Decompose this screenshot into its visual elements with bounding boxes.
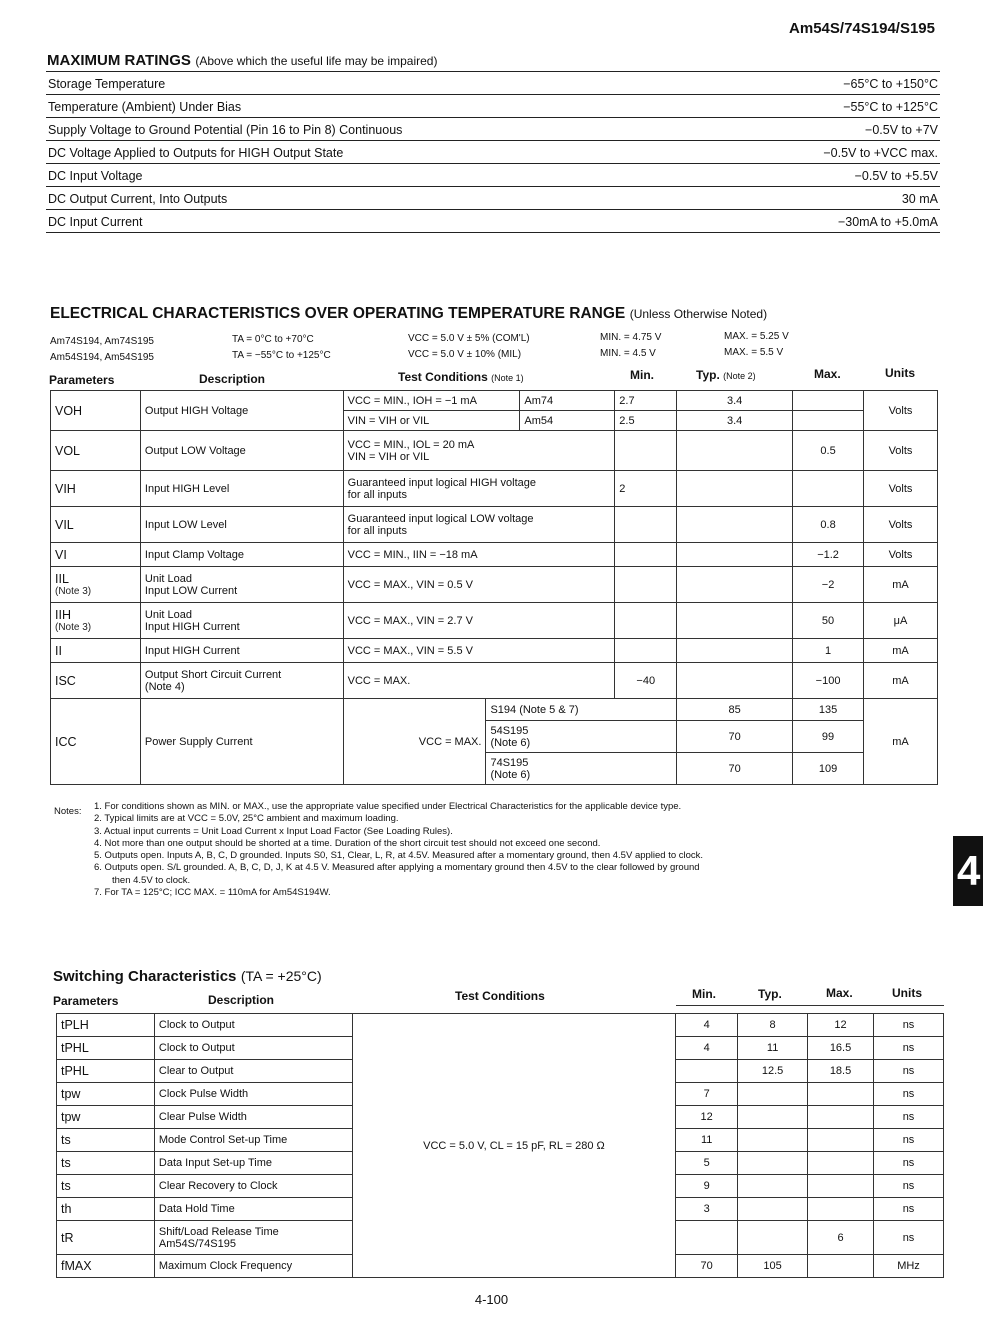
vih-desc: Input HIGH Level <box>140 471 343 507</box>
rating-row <box>46 164 940 187</box>
iih-desc2: Input HIGH Current <box>144 620 240 633</box>
part-number-header: Am54S/74S194/S195 <box>789 20 935 37</box>
isc-max: −100 <box>793 663 864 699</box>
iil-desc2: Input LOW Current <box>144 584 238 597</box>
vil-symbol: VIL <box>51 507 141 543</box>
icc-dev-2 <box>486 721 677 753</box>
iil-units: mA <box>864 567 938 603</box>
iih-typ <box>677 603 793 639</box>
ec-col-typ-label: Typ. <box>696 368 720 382</box>
sw-min: 11 <box>676 1129 738 1152</box>
isc-desc2: (Note 4) <box>144 680 185 693</box>
sw-desc-line1: Clock to Output <box>158 1042 235 1054</box>
sw-min: 70 <box>676 1255 738 1278</box>
sw-units: ns <box>874 1037 944 1060</box>
vol-max: 0.5 <box>793 431 864 471</box>
sw-min: 12 <box>676 1106 738 1129</box>
sw-desc <box>154 1255 352 1278</box>
vil-typ <box>677 507 793 543</box>
sw-desc-line1: Maximum Clock Frequency <box>158 1260 293 1272</box>
max-ratings-subtitle: (Above which the useful life may be impaired) <box>195 54 438 68</box>
sw-desc-line1: Mode Control Set-up Time <box>158 1134 288 1146</box>
max-ratings-heading <box>47 52 437 70</box>
sw-units: ns <box>874 1106 944 1129</box>
sw-desc-line1: Data Hold Time <box>158 1203 235 1215</box>
sw-desc-line1: Data Input Set-up Time <box>158 1157 273 1169</box>
notes-list <box>94 801 946 899</box>
vol-typ <box>677 431 793 471</box>
sw-typ <box>738 1083 808 1106</box>
icc-dev-2a: 54S195 <box>490 724 529 737</box>
ii-min <box>615 639 677 663</box>
sw-desc-line1: Shift/Load Release Time <box>158 1225 279 1238</box>
isc-symbol: ISC <box>51 663 141 699</box>
isc-min: −40 <box>615 663 677 699</box>
sw-symbol: ts <box>57 1175 155 1198</box>
iih-symbol: IIH <box>55 608 71 622</box>
sw-typ <box>738 1221 808 1255</box>
sw-symbol: tpw <box>57 1106 155 1129</box>
sw-typ: 8 <box>738 1014 808 1037</box>
iih-units: μA <box>864 603 938 639</box>
vih-symbol: VIH <box>51 471 141 507</box>
vi-max: −1.2 <box>793 543 864 567</box>
note-7: 7. For TA = 125°C; ICC MAX. = 110mA for Am54S194W. <box>94 887 331 899</box>
iil-cond: VCC = MAX., VIN = 0.5 V <box>343 567 615 603</box>
sw-symbol: tR <box>57 1221 155 1255</box>
icc-units: mA <box>864 699 938 785</box>
sw-min: 7 <box>676 1083 738 1106</box>
ii-max: 1 <box>793 639 864 663</box>
rating-row <box>46 72 940 95</box>
vih-cond1: Guaranteed input logical HIGH voltage <box>347 476 536 489</box>
vih-min: 2 <box>615 471 677 507</box>
rating-label: DC Input Voltage <box>46 164 718 187</box>
sw-max <box>808 1175 874 1198</box>
iih-desc <box>140 603 343 639</box>
ec-row-ii <box>51 639 938 663</box>
cond-devices-54: Am54S194, Am54S195 <box>50 352 154 363</box>
note-1: 1. For conditions shown as MIN. or MAX., use the appropriate value specified under Electrical Characteristics for the applicable device type. <box>94 801 682 812</box>
cond-vcc-54: VCC = 5.0 V ± 10% (MIL) <box>408 349 522 360</box>
electrical-heading <box>50 305 767 323</box>
cond-vcc-74: VCC = 5.0 V ± 5% (COM'L) <box>408 333 530 344</box>
rating-label: DC Input Current <box>46 210 718 233</box>
sw-desc <box>154 1152 352 1175</box>
ec-col-typ <box>696 368 756 382</box>
isc-typ <box>677 663 793 699</box>
sw-desc <box>154 1060 352 1083</box>
sw-symbol: tPHL <box>57 1060 155 1083</box>
vil-cond2: for all inputs <box>347 524 407 537</box>
rating-value: 30 mA <box>718 187 940 210</box>
icc-symbol: ICC <box>51 699 141 785</box>
sw-units: MHz <box>874 1255 944 1278</box>
sw-col-max: Max. <box>826 986 853 1000</box>
vi-min <box>615 543 677 567</box>
iih-note: (Note 3) <box>55 622 92 633</box>
sw-units: ns <box>874 1221 944 1255</box>
isc-cond: VCC = MAX. <box>343 663 615 699</box>
sw-typ: 12.5 <box>738 1060 808 1083</box>
voh-max1 <box>793 391 864 411</box>
vih-typ <box>677 471 793 507</box>
vi-symbol: VI <box>51 543 141 567</box>
isc-desc1: Output Short Circuit Current <box>144 668 282 681</box>
ec-row-icc-1 <box>51 699 938 721</box>
section-tab: 4 <box>953 836 983 906</box>
voh-cond2: VIN = VIH or VIL <box>343 411 520 431</box>
sw-max <box>808 1255 874 1278</box>
sw-units: ns <box>874 1083 944 1106</box>
ii-desc: Input HIGH Current <box>140 639 343 663</box>
isc-desc <box>140 663 343 699</box>
sw-max <box>808 1083 874 1106</box>
electrical-table <box>50 390 938 785</box>
rating-row <box>46 210 940 233</box>
sw-max: 18.5 <box>808 1060 874 1083</box>
sw-symbol: th <box>57 1198 155 1221</box>
iih-desc1: Unit Load <box>144 608 192 621</box>
note-2: 2. Typical limits are at VCC = 5.0V, 25°C ambient and maximum loading. <box>94 813 399 825</box>
sw-desc <box>154 1221 352 1255</box>
iil-symbol: IIL <box>55 572 69 586</box>
sw-desc-line1: Clear Pulse Width <box>158 1111 247 1123</box>
vi-units: Volts <box>864 543 938 567</box>
rating-label: DC Output Current, Into Outputs <box>46 187 718 210</box>
ii-cond: VCC = MAX., VIN = 5.5 V <box>343 639 615 663</box>
rating-value: −65°C to +150°C <box>718 72 940 95</box>
cond-max-74: MAX. = 5.25 V <box>724 331 789 342</box>
ec-col-min: Min. <box>630 368 654 382</box>
note-6-cont: then 4.5V to clock. <box>112 874 191 886</box>
vil-min <box>615 507 677 543</box>
cond-max-54: MAX. = 5.5 V <box>724 347 784 358</box>
icc-dev-2b: (Note 6) <box>490 736 531 749</box>
sw-max <box>808 1129 874 1152</box>
sw-typ: 105 <box>738 1255 808 1278</box>
voh-max2 <box>793 411 864 431</box>
sw-desc <box>154 1037 352 1060</box>
ii-units: mA <box>864 639 938 663</box>
sw-desc <box>154 1106 352 1129</box>
vil-desc: Input LOW Level <box>140 507 343 543</box>
sw-symbol: ts <box>57 1152 155 1175</box>
icc-dev-3a: 74S195 <box>490 756 529 769</box>
ec-row-vol <box>51 431 938 471</box>
ec-col-test <box>398 370 524 384</box>
ii-symbol: II <box>51 639 141 663</box>
voh-units: Volts <box>864 391 938 431</box>
page-number: 4-100 <box>474 1292 509 1307</box>
note-5: 5. Outputs open. Inputs A, B, C, D grounded. Inputs S0, S1, Clear, L, R, at 4.5V. Measured after a momentary ground, then 4.5V applied to clock. <box>94 850 704 862</box>
rating-row <box>46 118 940 141</box>
sw-header-rule <box>676 1005 944 1006</box>
voh-symbol: VOH <box>51 391 141 431</box>
iil-max: −2 <box>793 567 864 603</box>
sw-min <box>676 1060 738 1083</box>
cond-devices-74: Am74S194, Am74S195 <box>50 336 154 347</box>
ec-row-voh <box>51 391 938 411</box>
voh-sub2: Am54 <box>520 411 615 431</box>
sw-typ <box>738 1129 808 1152</box>
sw-typ <box>738 1106 808 1129</box>
vol-units: Volts <box>864 431 938 471</box>
voh-typ1: 3.4 <box>677 391 793 411</box>
cond-min-54: MIN. = 4.5 V <box>600 348 656 359</box>
electrical-title: ELECTRICAL CHARACTERISTICS OVER OPERATING TEMPERATURE RANGE <box>50 305 626 322</box>
ec-row-vi <box>51 543 938 567</box>
iil-note: (Note 3) <box>55 586 92 597</box>
note-3: 3. Actual input currents = Unit Load Current x Input Load Factor (See Loading Rules). <box>94 825 453 837</box>
sw-col-description: Description <box>208 993 275 1007</box>
isc-units: mA <box>864 663 938 699</box>
vil-max: 0.8 <box>793 507 864 543</box>
sw-desc <box>154 1198 352 1221</box>
vih-cond2: for all inputs <box>347 488 407 501</box>
electrical-subtitle: (Unless Otherwise Noted) <box>629 307 768 321</box>
sw-desc-line1: Clock Pulse Width <box>158 1088 249 1100</box>
switching-heading <box>53 968 322 986</box>
iih-cond: VCC = MAX., VIN = 2.7 V <box>343 603 615 639</box>
sw-symbol: tPLH <box>57 1014 155 1037</box>
icc-dev-1: S194 (Note 5 & 7) <box>486 699 677 721</box>
ec-row-isc <box>51 663 938 699</box>
vil-units: Volts <box>864 507 938 543</box>
sw-min: 4 <box>676 1037 738 1060</box>
ec-row-iih <box>51 603 938 639</box>
cond-ta-54: TA = −55°C to +125°C <box>232 350 331 361</box>
sw-max <box>808 1152 874 1175</box>
vol-min <box>615 431 677 471</box>
rating-value: −55°C to +125°C <box>718 95 940 118</box>
ec-row-iil <box>51 567 938 603</box>
sw-min: 3 <box>676 1198 738 1221</box>
iih-max: 50 <box>793 603 864 639</box>
icc-max-2: 99 <box>793 721 864 753</box>
sw-typ <box>738 1198 808 1221</box>
rating-label: Supply Voltage to Ground Potential (Pin 16 to Pin 8) Continuous <box>46 118 718 141</box>
sw-units: ns <box>874 1060 944 1083</box>
icc-dev-3b: (Note 6) <box>490 768 531 781</box>
voh-desc: Output HIGH Voltage <box>140 391 343 431</box>
switching-title: Switching Characteristics <box>53 968 237 985</box>
switching-table <box>56 1013 944 1278</box>
iil-desc1: Unit Load <box>144 572 192 585</box>
rating-value: −0.5V to +VCC max. <box>718 141 940 164</box>
cond-ta-74: TA = 0°C to +70°C <box>232 334 314 345</box>
icc-typ-1: 85 <box>677 699 793 721</box>
max-ratings-table <box>46 72 940 233</box>
sw-max: 6 <box>808 1221 874 1255</box>
voh-sub1: Am74 <box>520 391 615 411</box>
sw-desc-line1: Clock to Output <box>158 1019 235 1031</box>
sw-desc <box>154 1014 352 1037</box>
vil-cond1: Guaranteed input logical LOW voltage <box>347 512 534 525</box>
vi-desc: Input Clamp Voltage <box>140 543 343 567</box>
ec-col-description: Description <box>199 372 266 386</box>
sw-min: 5 <box>676 1152 738 1175</box>
voh-min2: 2.5 <box>615 411 677 431</box>
switching-row <box>57 1014 944 1037</box>
sw-max <box>808 1198 874 1221</box>
vi-cond: VCC = MIN., IIN = −18 mA <box>343 543 615 567</box>
sw-min: 4 <box>676 1014 738 1037</box>
ec-col-parameters: Parameters <box>49 373 115 387</box>
icc-cond: VCC = MAX. <box>343 699 486 785</box>
sw-min <box>676 1221 738 1255</box>
sw-desc <box>154 1129 352 1152</box>
cond-min-74: MIN. = 4.75 V <box>600 332 662 343</box>
sw-typ: 11 <box>738 1037 808 1060</box>
iil-typ <box>677 567 793 603</box>
sw-symbol: fMAX <box>57 1255 155 1278</box>
vol-cond1: VCC = MIN., IOL = 20 mA <box>347 438 475 451</box>
icc-max-1: 135 <box>793 699 864 721</box>
vih-cond <box>343 471 615 507</box>
ec-row-vih <box>51 471 938 507</box>
ec-col-units: Units <box>885 366 915 380</box>
iih-symbol-cell <box>51 603 141 639</box>
sw-max <box>808 1106 874 1129</box>
sw-symbol: tPHL <box>57 1037 155 1060</box>
sw-desc-line2: Am54S/74S195 <box>158 1237 236 1250</box>
sw-units: ns <box>874 1152 944 1175</box>
ec-col-typ-note: (Note 2) <box>723 371 756 381</box>
rating-label: Storage Temperature <box>46 72 718 95</box>
rating-value: −0.5V to +7V <box>718 118 940 141</box>
sw-desc-line1: Clear to Output <box>158 1065 234 1077</box>
rating-row <box>46 187 940 210</box>
vih-max <box>793 471 864 507</box>
sw-units: ns <box>874 1198 944 1221</box>
vih-units: Volts <box>864 471 938 507</box>
sw-typ <box>738 1152 808 1175</box>
sw-min: 9 <box>676 1175 738 1198</box>
icc-typ-3: 70 <box>677 753 793 785</box>
iil-desc <box>140 567 343 603</box>
voh-cond1: VCC = MIN., IOH = −1 mA <box>343 391 520 411</box>
vol-symbol: VOL <box>51 431 141 471</box>
ec-col-test-note: (Note 1) <box>491 373 524 383</box>
sw-col-typ: Typ. <box>758 987 782 1001</box>
icc-max-3: 109 <box>793 753 864 785</box>
sw-desc-line1: Clear Recovery to Clock <box>158 1180 278 1192</box>
switching-title-cond: (TA = +25°C) <box>240 968 322 984</box>
rating-label: DC Voltage Applied to Outputs for HIGH Output State <box>46 141 718 164</box>
sw-max: 16.5 <box>808 1037 874 1060</box>
notes-label: Notes: <box>54 806 82 817</box>
vil-cond <box>343 507 615 543</box>
voh-min1: 2.7 <box>615 391 677 411</box>
rating-label: Temperature (Ambient) Under Bias <box>46 95 718 118</box>
max-ratings-title: MAXIMUM RATINGS <box>47 52 191 69</box>
sw-col-parameters: Parameters <box>53 994 119 1008</box>
ec-row-vil <box>51 507 938 543</box>
sw-col-test: Test Conditions <box>455 989 545 1003</box>
iil-symbol-cell <box>51 567 141 603</box>
rating-value: −30mA to +5.0mA <box>718 210 940 233</box>
vol-cond2: VIN = VIH or VIL <box>347 450 430 463</box>
sw-units: ns <box>874 1175 944 1198</box>
iih-min <box>615 603 677 639</box>
rating-row <box>46 95 940 118</box>
sw-test-condition: VCC = 5.0 V, CL = 15 pF, RL = 280 Ω <box>352 1014 676 1278</box>
rating-value: −0.5V to +5.5V <box>718 164 940 187</box>
sw-symbol: tpw <box>57 1083 155 1106</box>
icc-typ-2: 70 <box>677 721 793 753</box>
note-6: 6. Outputs open. S/L grounded. A, B, C, D, J, K at 4.5 V. Measured after applying a momentary ground then 4.5V to the clear followed by ground <box>94 862 700 874</box>
vi-typ <box>677 543 793 567</box>
vol-cond <box>343 431 615 471</box>
ec-col-max: Max. <box>814 367 841 381</box>
ec-col-test-label: Test Conditions <box>398 370 488 384</box>
note-4: 4. Not more than one output should be shorted at a time. Duration of the short circuit test should not exceed one second. <box>94 837 601 849</box>
voh-typ2: 3.4 <box>677 411 793 431</box>
icc-desc: Power Supply Current <box>140 699 343 785</box>
sw-desc <box>154 1083 352 1106</box>
sw-typ <box>738 1175 808 1198</box>
sw-max: 12 <box>808 1014 874 1037</box>
iil-min <box>615 567 677 603</box>
sw-units: ns <box>874 1014 944 1037</box>
ii-typ <box>677 639 793 663</box>
icc-dev-3 <box>486 753 677 785</box>
sw-desc <box>154 1175 352 1198</box>
sw-col-units: Units <box>892 986 922 1000</box>
rating-row <box>46 141 940 164</box>
sw-col-min: Min. <box>692 987 716 1001</box>
sw-units: ns <box>874 1129 944 1152</box>
sw-symbol: ts <box>57 1129 155 1152</box>
vol-desc: Output LOW Voltage <box>140 431 343 471</box>
